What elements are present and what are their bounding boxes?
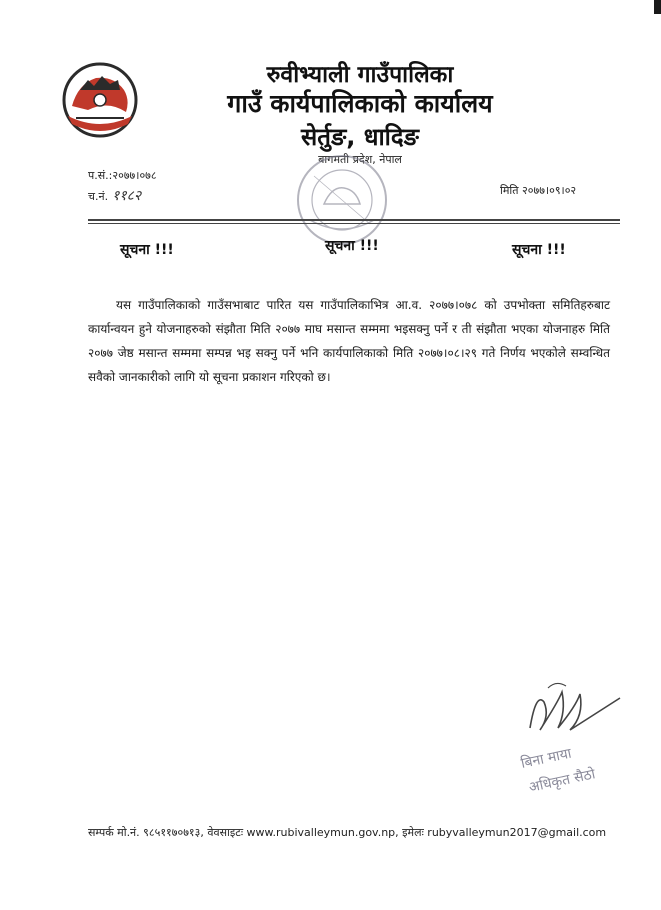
- reference-value: २०७७।०७८: [112, 169, 157, 182]
- notice-heading-center: सूचना !!!: [325, 238, 379, 254]
- date-label: मिति: [500, 184, 519, 197]
- reference-number: [88, 168, 157, 183]
- dispatch-label: च.नं.: [88, 190, 109, 203]
- date-value: २०७७।०९।०२: [522, 184, 577, 197]
- svg-text:बिना माया: बिना माया: [519, 745, 573, 772]
- office-location: सेर्तुङ, धादिङ: [301, 123, 419, 151]
- province-name: बागमती प्रदेश, नेपाल: [318, 153, 402, 166]
- document-date: [500, 183, 576, 198]
- dispatch-value: ११८२: [112, 188, 142, 204]
- contact-footer: सम्पर्क मो.नं. ९८५११७०७१३, वेवसाइटः www.rubivalleymun.gov.np, इमेलः rubyvalleymun2017@gmail.com: [88, 826, 607, 839]
- nepal-emblem-icon: [58, 60, 142, 140]
- dispatch-number: [88, 186, 141, 205]
- office-stamp-icon: [292, 150, 392, 250]
- svg-text:अधिकृत सैठो: अधिकृत सैठो: [527, 766, 597, 796]
- scan-edge-mark: [654, 0, 661, 14]
- notice-body: यस गाउँपालिकाको गाउँसभाबाट पारित यस गाउँपालिकाभित्र आ.व. २०७७।०७८ को उपभोक्ता समितिहरुबाट कार्यान्वयन हुने योजनाहरुको संझौता मिति २०७७ माघ मसान्त सम्ममा भइसक्नु पर्ने र ती संझौता भएका योजनाहरु मिति २०७७ जेष्ठ मसान्त सम्ममा सम्पन्न भइ सक्नु पर्ने भनि कार्यपालिकाको मिति २०७७।०८।२९ गते निर्णय भएकोले सम्वन्धित सवैको जानकारीको लागि यो सूचना प्रकाशन गरिएको छ।: [88, 298, 610, 384]
- reference-label: प.सं.:: [88, 169, 113, 182]
- signature-icon: [500, 672, 640, 802]
- office-name: गाउँ कार्यपालिकाको कार्यालय: [227, 89, 493, 118]
- header-divider-thin: [88, 223, 620, 224]
- municipality-name: रुवीभ्याली गाउँपालिका: [266, 62, 454, 88]
- notice-heading-right: सूचना !!!: [512, 242, 566, 258]
- notice-heading-left: सूचना !!!: [120, 242, 174, 258]
- header-divider: [88, 219, 620, 221]
